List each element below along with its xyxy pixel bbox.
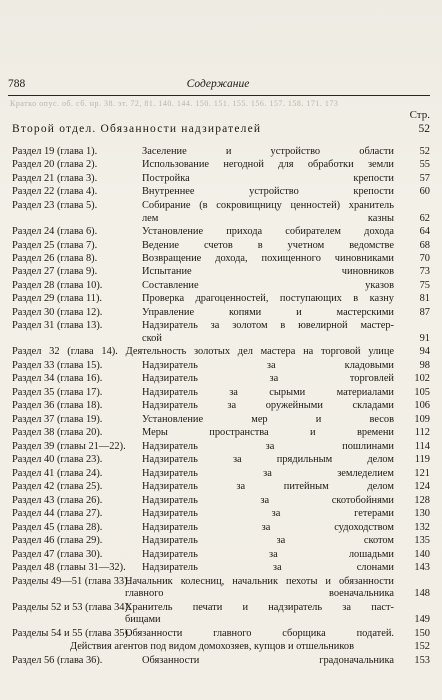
entry-title xyxy=(142,240,394,253)
toc-entry xyxy=(12,293,430,306)
entry-title-text: Надзиратель за скотобойнями xyxy=(142,494,394,506)
entry-page: 87 xyxy=(419,306,430,318)
entry-title xyxy=(142,481,394,494)
entry-number: Раздел 32 (глава 14). xyxy=(12,346,118,358)
toc-entry xyxy=(12,200,430,225)
entry-page: 124 xyxy=(414,481,430,493)
entry-title-text: Надзиратель за оружейными складами xyxy=(142,400,394,412)
entry-number: Раздел 23 (глава 5). xyxy=(12,199,98,211)
table-of-contents xyxy=(12,146,430,668)
entry-title-text: Начальник колесниц, начальник пехоты и обязанности главного военачальника xyxy=(125,575,394,600)
entry-title-text: Действия агентов под видом домохозяев, купцов и отшельников xyxy=(69,641,354,653)
entry-title xyxy=(142,400,394,413)
entry-number: Раздел 30 (глава 12). xyxy=(12,306,103,318)
entry-number: Раздел 44 (глава 27). xyxy=(12,508,103,520)
entry-title-text: Использование негодной для обработки земли xyxy=(142,159,394,171)
toc-entry xyxy=(12,562,430,575)
entry-number: Раздел 39 (главы 21—22). xyxy=(12,440,126,452)
entry-page: 150 xyxy=(414,627,430,639)
entry-page: 57 xyxy=(419,172,430,184)
entry-title-text: Меры пространства и времени xyxy=(142,427,394,439)
entry-number: Разделы 54 и 55 (глава 35). xyxy=(12,627,131,639)
entry-title-text: Деятельность золотых дел мастера на торговой улице xyxy=(125,346,394,358)
toc-entry xyxy=(12,641,430,654)
entry-page: 119 xyxy=(414,454,430,466)
entry-title xyxy=(142,441,394,454)
entry-title-text: Управление копями и мастерскими xyxy=(142,306,394,318)
entry-title-text: Надзиратель за слонами xyxy=(142,562,394,574)
entry-page: 143 xyxy=(414,562,430,574)
toc-entry xyxy=(12,508,430,521)
entry-title-continuation: ской xyxy=(142,333,162,344)
entry-title xyxy=(142,373,394,386)
entry-title-text: Заселение и устройство области xyxy=(142,146,394,157)
entry-page: 98 xyxy=(419,359,430,371)
entry-title xyxy=(142,562,394,575)
entry-page: 112 xyxy=(414,427,430,439)
entry-number: Раздел 26 (глава 8). xyxy=(12,252,98,264)
entry-number: Раздел 34 (глава 16). xyxy=(12,373,103,385)
entry-number: Раздел 45 (глава 28). xyxy=(12,521,103,533)
entry-title xyxy=(142,427,394,440)
entry-page: 68 xyxy=(419,239,430,251)
toc-entry xyxy=(12,655,430,668)
entry-number: Раздел 19 (глава 1). xyxy=(12,146,98,157)
toc-entry xyxy=(12,240,430,253)
entry-title xyxy=(142,414,394,427)
entry-title xyxy=(142,266,394,279)
entry-title-continuation: бищами xyxy=(125,614,161,626)
entry-page: 135 xyxy=(414,535,430,547)
toc-entry xyxy=(12,266,430,279)
toc-entry xyxy=(12,320,430,345)
entry-title xyxy=(142,360,394,373)
toc-entry xyxy=(12,173,430,186)
entry-title-text: Надзиратель за торговлей xyxy=(142,373,394,385)
page-number: 788 xyxy=(8,78,26,90)
toc-entry xyxy=(12,346,430,359)
entry-page: 102 xyxy=(414,373,430,385)
entry-title-text: Возвращение дохода, похищенного чиновниками xyxy=(142,252,394,264)
entry-title xyxy=(142,226,394,239)
entry-title-text: Установление мер и весов xyxy=(142,413,394,425)
toc-entry xyxy=(12,360,430,373)
entry-title xyxy=(142,522,394,535)
entry-page: 128 xyxy=(414,494,430,506)
entry-number: Раздел 20 (глава 2). xyxy=(12,159,98,171)
entry-title-text: Составление указов xyxy=(142,279,394,291)
entry-number: Раздел 24 (глава 6). xyxy=(12,226,98,238)
entry-number: Раздел 22 (глава 4). xyxy=(12,186,98,198)
show-through-text: Кратко опус. об. сб. нр. 38. эт. 72, 81. 140. 144. 150. 151. 155. 156. 157. 158. 171. 173 xyxy=(10,99,339,108)
entry-title xyxy=(142,387,394,400)
entry-number: Раздел 35 (глава 17). xyxy=(12,386,103,398)
entry-title xyxy=(142,200,394,225)
running-title: Содержание xyxy=(186,78,250,90)
entry-title-text: Хранитель печати и надзиратель за паст- xyxy=(125,601,394,613)
toc-entry xyxy=(12,146,430,159)
entry-page: 62 xyxy=(419,212,430,224)
toc-entry xyxy=(12,159,430,172)
entry-number: Раздел 40 (глава 23). xyxy=(12,454,103,466)
entry-number: Раздел 56 (глава 36). xyxy=(12,654,103,666)
entry-title xyxy=(125,628,394,641)
entry-page: 60 xyxy=(419,186,430,198)
entry-page: 153 xyxy=(414,654,430,666)
toc-entry xyxy=(12,481,430,494)
entry-number: Раздел 46 (глава 29). xyxy=(12,535,103,547)
entry-number: Раздел 21 (глава 3). xyxy=(12,172,98,184)
entry-title xyxy=(142,159,394,172)
entry-page: 130 xyxy=(414,508,430,520)
entry-number: Раздел 37 (глава 19). xyxy=(12,413,103,425)
entry-title xyxy=(142,655,394,668)
entry-title-text: Надзиратель за сырыми материалами xyxy=(142,386,394,398)
toc-entry xyxy=(12,414,430,427)
entry-title-text: Надзиратель за золотом в ювелирной мастер- xyxy=(142,320,394,332)
entry-title xyxy=(142,253,394,266)
entry-number: Раздел 31 (глава 13). xyxy=(12,320,103,332)
entry-number: Раздел 38 (глава 20). xyxy=(12,427,103,439)
toc-entry xyxy=(12,602,430,627)
entry-page: 75 xyxy=(419,279,430,291)
entry-title-text: Проверка драгоценностей, поступающих в казну xyxy=(142,293,394,305)
entry-title-text: Надзиратель за судоходством xyxy=(142,521,394,533)
toc-entry xyxy=(12,400,430,413)
entry-title xyxy=(142,186,394,199)
entry-title xyxy=(142,146,394,159)
entry-title xyxy=(142,307,394,320)
section-heading xyxy=(12,123,430,135)
entry-page: 106 xyxy=(414,400,430,412)
entry-page: 132 xyxy=(414,521,430,533)
section-title: Второй отдел. Обязанности надзирателей xyxy=(12,123,262,135)
entry-title xyxy=(142,320,394,345)
entry-title xyxy=(142,173,394,186)
toc-entry xyxy=(12,253,430,266)
toc-entry xyxy=(12,576,430,601)
entry-number: Разделы 49—51 (глава 33). xyxy=(12,575,131,587)
entry-title-text: Надзиратель за гетерами xyxy=(142,508,394,520)
toc-entry xyxy=(12,226,430,239)
entry-number: Раздел 29 (глава 11). xyxy=(12,293,103,305)
toc-entry xyxy=(12,307,430,320)
entry-title-text: Собирание (в сокровищницу ценностей) хранитель xyxy=(142,199,394,211)
entry-page: 109 xyxy=(414,413,430,425)
section-page: 52 xyxy=(418,123,430,135)
entry-title-text: Постройка крепости xyxy=(142,172,394,184)
entry-number: Раздел 33 (глава 15). xyxy=(12,359,103,371)
entry-title xyxy=(12,346,394,359)
entry-number: Раздел 27 (глава 9). xyxy=(12,266,98,278)
toc-entry xyxy=(12,628,430,641)
entry-title xyxy=(142,293,394,306)
entry-title xyxy=(125,602,394,627)
entry-title xyxy=(142,280,394,293)
entry-title-text: Надзиратель за пошлинами xyxy=(142,440,394,452)
entry-title-text: Внутреннее устройство крепости xyxy=(142,186,394,198)
entry-number: Раздел 28 (глава 10). xyxy=(12,279,103,291)
page-column-header: Стр. xyxy=(409,109,430,121)
toc-entry xyxy=(12,549,430,562)
entry-number: Раздел 25 (глава 7). xyxy=(12,239,98,251)
entry-title-text: Надзиратель за земледелием xyxy=(142,467,394,479)
entry-page: 70 xyxy=(419,252,430,264)
entry-page: 140 xyxy=(414,548,430,560)
entry-page: 121 xyxy=(414,467,430,479)
entry-number: Раздел 42 (глава 25). xyxy=(12,481,103,493)
toc-entry xyxy=(12,535,430,548)
entry-title xyxy=(142,495,394,508)
entry-title-text: Надзиратель за кладовыми xyxy=(142,359,394,371)
entry-title xyxy=(142,549,394,562)
entry-number: Разделы 52 и 53 (глава 34). xyxy=(12,601,131,613)
entry-page: 73 xyxy=(419,266,430,278)
entry-page: 64 xyxy=(419,226,430,238)
entry-page: 81 xyxy=(419,293,430,305)
entry-number: Раздел 47 (глава 30). xyxy=(12,548,103,560)
entry-page: 114 xyxy=(414,440,430,452)
entry-title-text: Ведение счетов в учетном ведомстве xyxy=(142,239,394,251)
entry-title xyxy=(125,576,394,601)
toc-entry xyxy=(12,495,430,508)
entry-title-text: Обязанности главного сборщика податей. xyxy=(125,627,394,639)
entry-title-text: Надзиратель за прядильным делом xyxy=(142,454,394,466)
header-rule xyxy=(8,95,430,96)
entry-number: Раздел 43 (глава 26). xyxy=(12,494,103,506)
entry-title xyxy=(142,508,394,521)
entry-title xyxy=(142,468,394,481)
entry-title-text: Надзиратель за лошадьми xyxy=(142,548,394,560)
entry-title xyxy=(142,535,394,548)
entry-page: 152 xyxy=(414,641,430,653)
entry-number: Раздел 41 (глава 24). xyxy=(12,467,103,479)
toc-entry xyxy=(12,387,430,400)
entry-title-text: Испытание чиновников xyxy=(142,266,394,278)
running-header xyxy=(8,78,428,96)
toc-entry xyxy=(12,280,430,293)
entry-title xyxy=(30,641,394,654)
toc-entry xyxy=(12,186,430,199)
entry-page: 94 xyxy=(419,346,430,358)
entry-title-text: Надзиратель за питейным делом xyxy=(142,481,394,493)
toc-entry xyxy=(12,468,430,481)
entry-page: 148 xyxy=(414,588,430,600)
toc-entry xyxy=(12,454,430,467)
entry-title-text: Установление прихода собирателем дохода xyxy=(142,226,394,238)
entry-page: 105 xyxy=(414,386,430,398)
entry-page: 149 xyxy=(414,614,430,626)
toc-entry xyxy=(12,427,430,440)
toc-entry xyxy=(12,373,430,386)
entry-title-continuation: лем казны xyxy=(142,212,394,224)
entry-title-text: Надзиратель за скотом xyxy=(142,535,394,547)
toc-entry xyxy=(12,441,430,454)
toc-entry xyxy=(12,522,430,535)
entry-page: 55 xyxy=(419,159,430,171)
entry-page: 91 xyxy=(419,333,430,344)
entry-title-text: Обязанности градоначальника xyxy=(142,654,394,666)
entry-number: Раздел 36 (глава 18). xyxy=(12,400,103,412)
entry-number: Раздел 48 (главы 31—32). xyxy=(12,562,126,574)
entry-title xyxy=(142,454,394,467)
entry-page: 52 xyxy=(419,146,430,157)
